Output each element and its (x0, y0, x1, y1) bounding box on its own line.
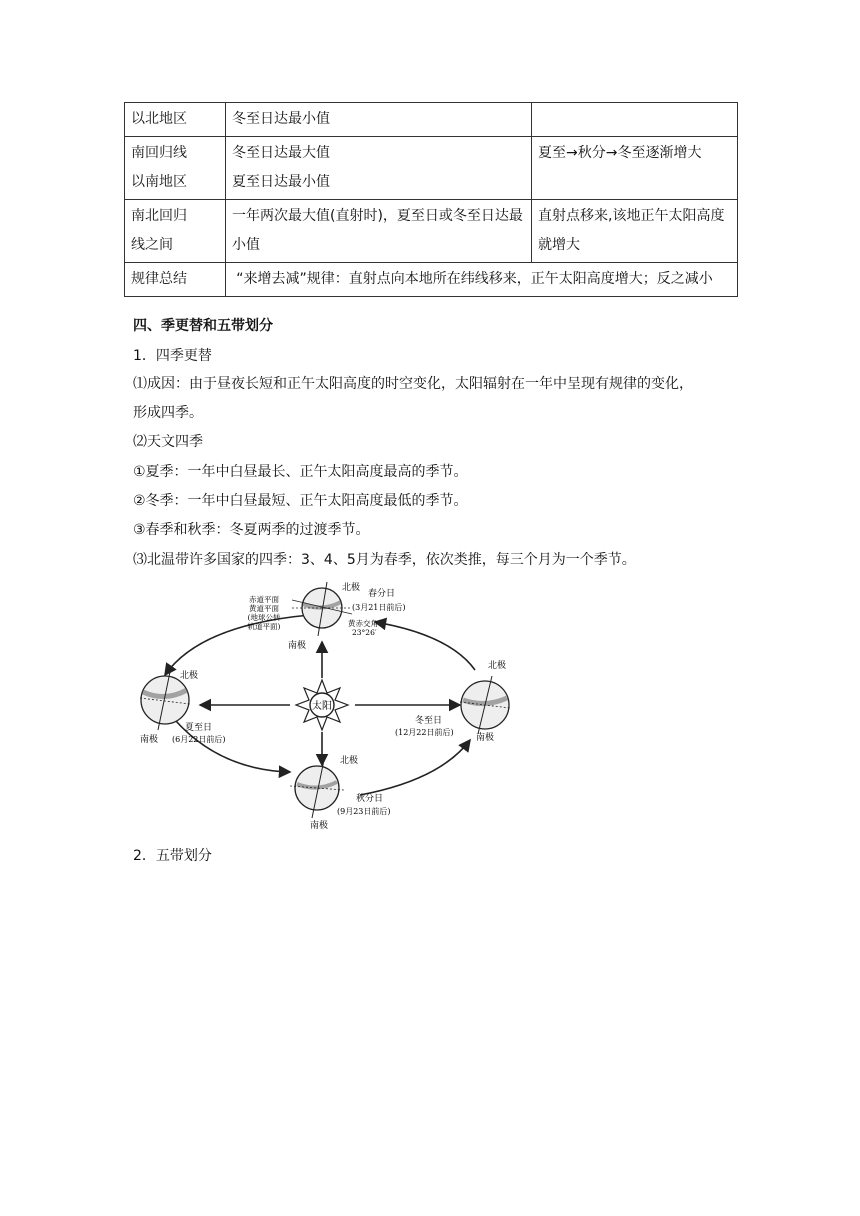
table-cell (532, 103, 738, 137)
north-pole-label: 北极 (180, 671, 199, 681)
earth-winter-icon (460, 676, 510, 734)
solar-altitude-table (124, 102, 738, 297)
table-cell: 一年两次最大值(直射时)，夏至日或冬至日达最小值 (226, 200, 532, 263)
south-pole-label: 南极 (140, 735, 159, 745)
table-cell: 直射点移来,该地正午太阳高度就增大 (532, 200, 738, 263)
paragraph: ③春季和秋季：冬夏两季的过渡季节。 (133, 522, 370, 538)
spring-equinox-label: 春分日 (368, 589, 396, 599)
obliquity-label: 黄赤交角 (348, 619, 378, 628)
south-pole-label: 南极 (476, 733, 495, 743)
paragraph: ⑶北温带许多国家的四季：3、4、5月为春季，依次类推，每三个月为一个季节。 (133, 552, 636, 568)
north-pole-label: 北极 (342, 583, 361, 593)
paragraph: ②冬季：一年中白昼最短、正午太阳高度最低的季节。 (133, 493, 468, 509)
earth-orbit-diagram (130, 580, 530, 830)
winter-solstice-date: (12月22日前后) (395, 728, 454, 737)
autumn-equinox-date: (9月23日前后) (337, 807, 391, 816)
table-cell: 规律总结 (125, 263, 226, 297)
obliquity-value: 23°26′ (352, 628, 377, 637)
orbit-plane-label: 轨道平面) (247, 622, 281, 631)
paragraph: ⑴成因：由于昼夜长短和正午太阳高度的时空变化，太阳辐射在一年中呈现有规律的变化， (133, 376, 693, 392)
table-cell: 南回归线 以南地区 (125, 137, 226, 200)
table-cell: 南北回归 线之间 (125, 200, 226, 263)
summer-solstice-date: (6月22日前后) (172, 735, 226, 744)
table-row (125, 263, 738, 297)
subheading: 1．四季更替 (133, 348, 212, 364)
section-heading: 四、季更替和五带划分 (133, 318, 273, 334)
table-row (125, 200, 738, 263)
summer-solstice-label: 夏至日 (185, 723, 213, 733)
paragraph: 形成四季。 (133, 405, 203, 421)
table-cell: “来增去减”规律：直射点向本地所在纬线移来，正午太阳高度增大；反之减小 (226, 263, 738, 297)
orbit-plane-label: (地球公转 (247, 613, 281, 622)
paragraph: ①夏季：一年中白昼最长、正午太阳高度最高的季节。 (133, 464, 468, 480)
spring-equinox-date: (3月21日前后) (352, 603, 406, 612)
south-pole-label: 南极 (288, 641, 307, 651)
table-cell: 冬至日达最大值 夏至日达最小值 (226, 137, 532, 200)
table-cell: 夏至→秋分→冬至逐渐增大 (532, 137, 738, 200)
north-pole-label: 北极 (488, 661, 507, 671)
sun-label: 太阳 (312, 701, 332, 712)
south-pole-label: 南极 (310, 821, 329, 830)
subheading: 2．五带划分 (133, 848, 212, 864)
winter-solstice-label: 冬至日 (415, 716, 443, 726)
ecliptic-plane-label: 黄道平面 (249, 604, 279, 613)
table-row (125, 103, 738, 137)
table-cell: 以北地区 (125, 103, 226, 137)
equator-plane-label: 赤道平面 (249, 595, 279, 604)
north-pole-label: 北极 (340, 756, 359, 766)
autumn-equinox-label: 秋分日 (356, 794, 384, 804)
earth-autumn-icon (290, 760, 344, 818)
table-cell: 冬至日达最小值 (226, 103, 532, 137)
table-row (125, 137, 738, 200)
paragraph: ⑵天文四季 (133, 434, 203, 450)
